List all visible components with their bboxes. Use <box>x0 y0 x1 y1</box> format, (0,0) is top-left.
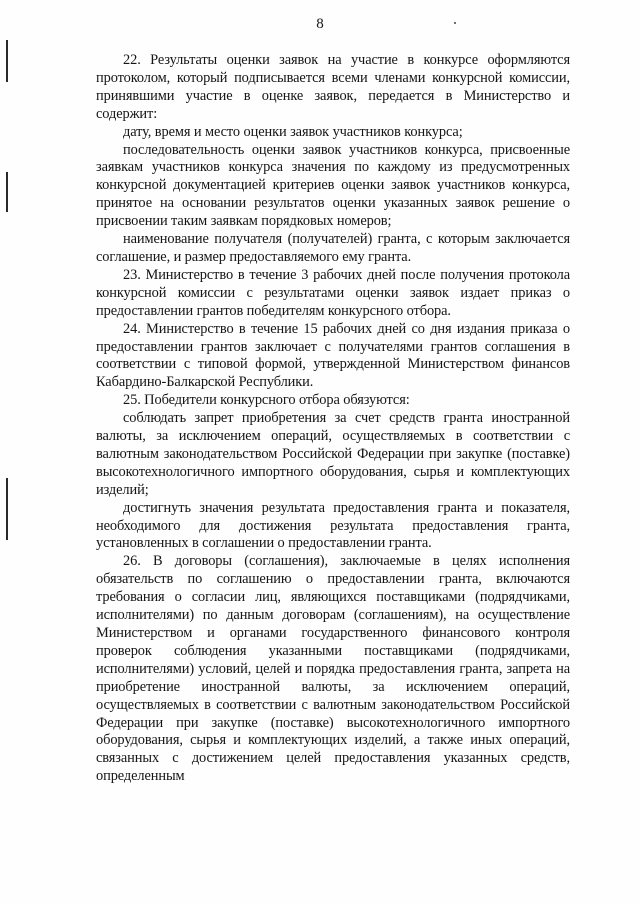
scan-edge-mark <box>6 478 8 540</box>
paragraph-22-item-3: наименование получателя (получателей) гранта, с которым заключается соглашение, и размер предоставляемого ему гранта. <box>96 231 570 265</box>
scan-edge-mark <box>6 172 8 212</box>
paragraph-25-item-2: достигнуть значения результата предоставления гранта и показателя, необходимого для достижения результата предоставления гранта, установленных в соглашении о предоставлении гранта. <box>96 499 570 552</box>
paragraph-23: 23. Министерство в течение 3 рабочих дней после получения протокола конкурсной комиссии с результатами оценки заявок издает приказ о предоставлении грантов победителям конкурсного отбора. <box>96 266 570 319</box>
page-number: 8 <box>316 16 324 32</box>
paragraph-25-item-1: соблюдать запрет приобретения за счет средств гранта иностранной валюты, за исключением операций, осуществляемых в соответствии с валютным законодательством Российской Федерации при закупке (поставке) высокотехнологичного импортного оборудования, сырья и комплектующих изделий; <box>96 410 570 498</box>
paragraph-26: 26. В договоры (соглашения), заключаемые в целях исполнения обязательств по соглашению о предоставлении гранта, включаются требования о согласии лиц, являющихся поставщиками (подрядчиками, исполнителями) по данным договорам (соглашениям), на осуществление Министерством и органами государственного финансового контроля проверок соблюдения указанными поставщиками (подрядчиками, исполнителями) условий, целей и порядка предоставления гранта, запрета на приобретение иностранной валюты, за исключением операций, осуществляемых в соответствии с валютным законодательством Российской Федерации при закупке (поставке) высокотехнологичного импортного оборудования, сырья и комплектующих изделий, а также иных операций, связанных с достижением целей предоставления указанных средств, определенным <box>96 553 570 785</box>
paragraph-22-item-2: последовательность оценки заявок участников конкурса, присвоенные заявкам участников конкурса значения по каждому из предусмотренных конкурсной документацией критериев оценки заявок участников конкурса, принятое на основании результатов оценки указанных заявок решение о присвоении таким заявкам порядковых номеров; <box>96 141 570 230</box>
paragraph-25: 25. Победители конкурсного отбора обязуются: <box>123 392 410 409</box>
document-body <box>96 52 570 786</box>
paragraph-24: 24. Министерство в течение 15 рабочих дней со дня издания приказа о предоставлении грантов заключает с получателями грантов соглашения в соответствии с типовой формой, утвержденной Министерством финансов Кабардино-Балкарской Республики. <box>96 320 570 391</box>
paragraph-22: 22. Результаты оценки заявок на участие в конкурсе оформляются протоколом, который подписывается всеми членами конкурсной комиссии, принявшими участие в оценке заявок, передается в Министерство и содержит: <box>96 52 570 122</box>
paragraph-22-item-1: дату, время и место оценки заявок участников конкурса; <box>123 123 463 140</box>
scan-edge-mark <box>6 40 8 82</box>
